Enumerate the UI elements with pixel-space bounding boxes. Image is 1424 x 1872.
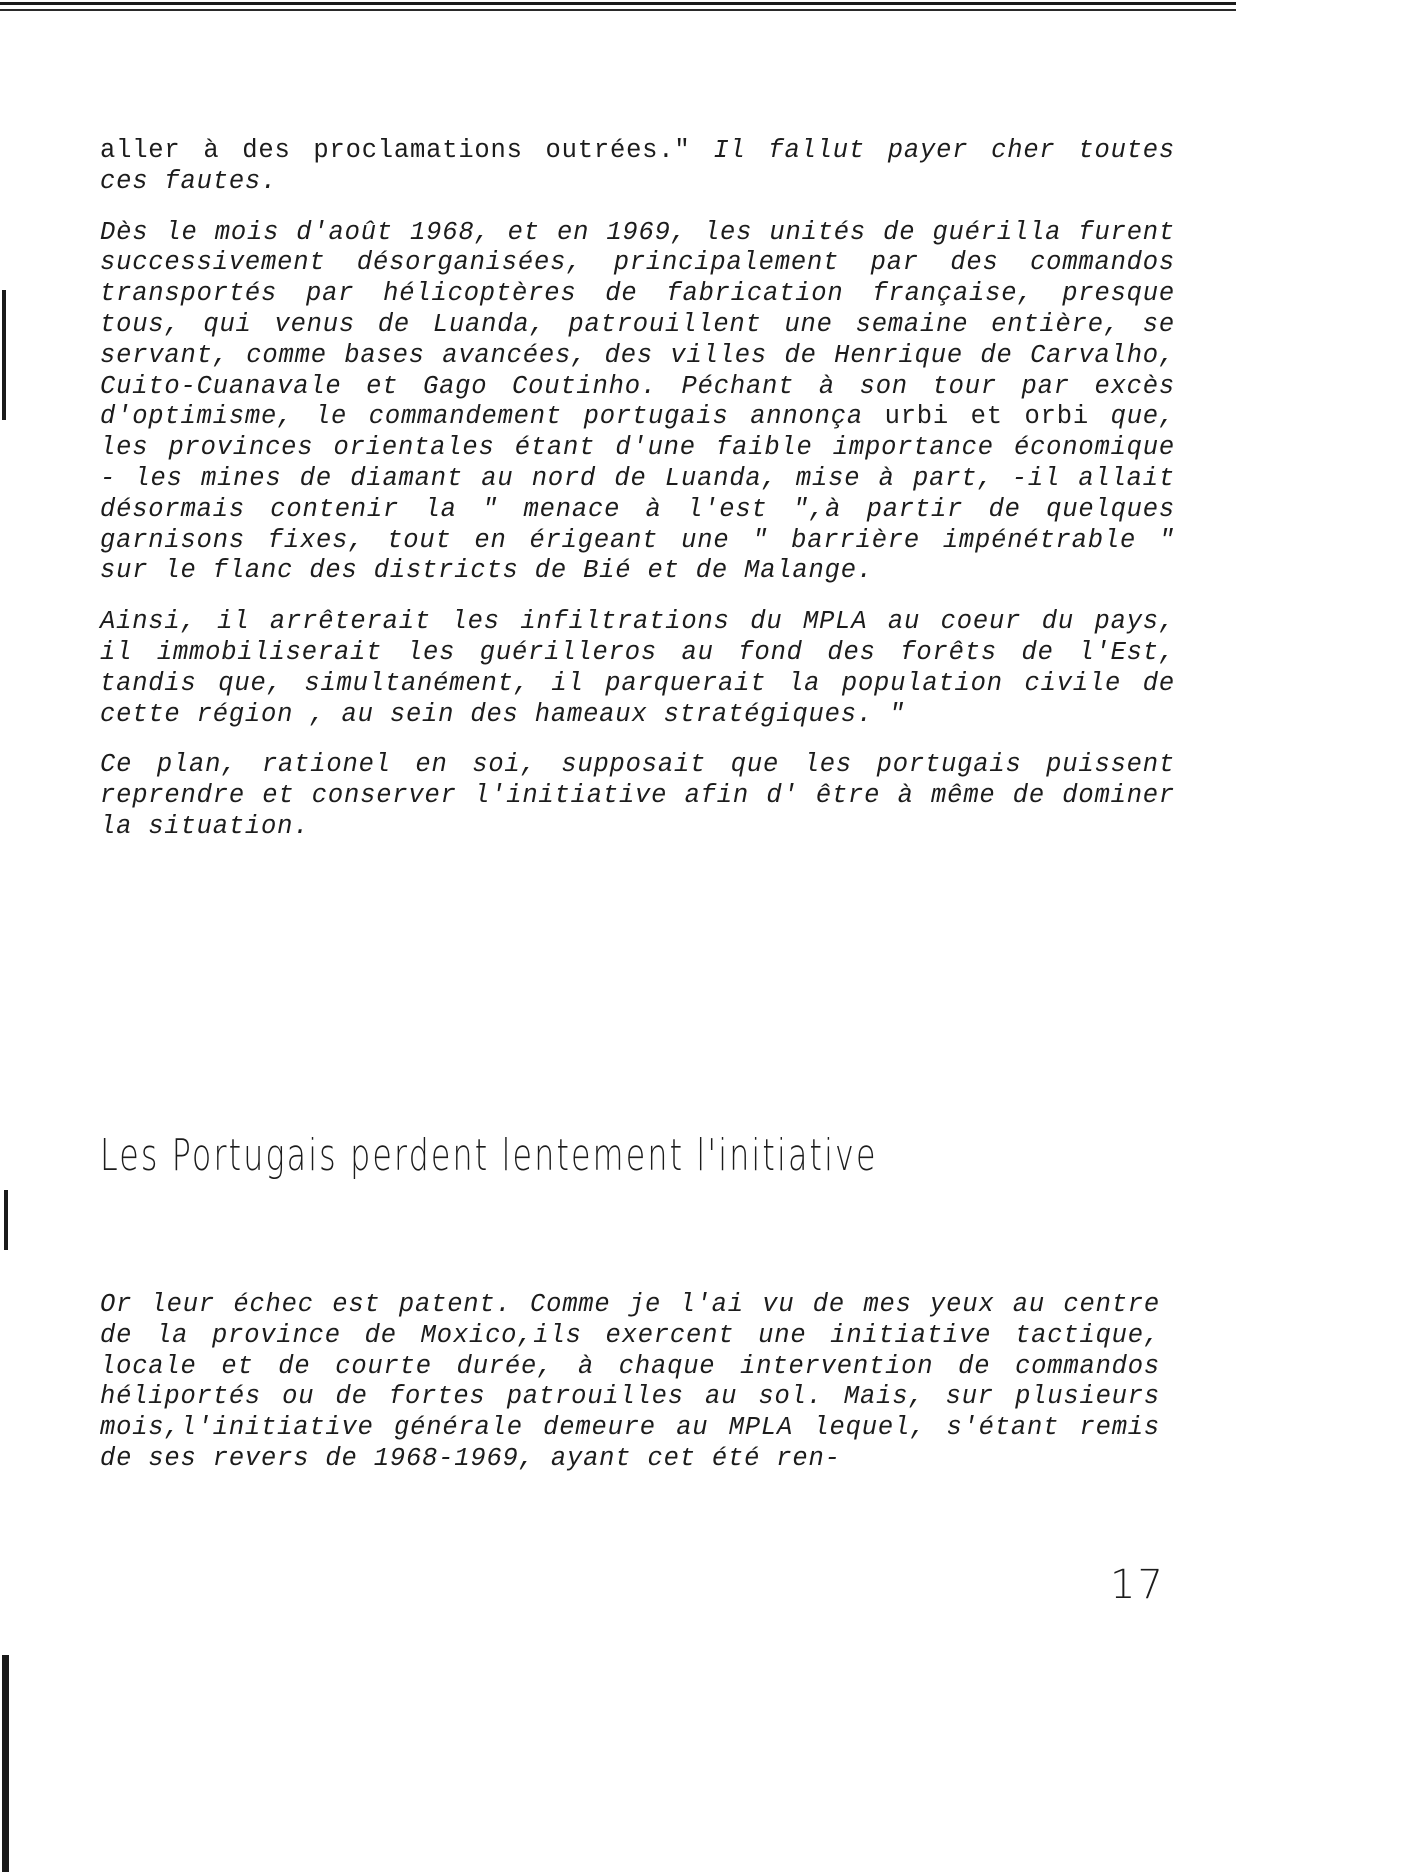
paragraph-text-italic: Ce plan, rationel en soi, supposait que les portugais puissent reprendre et conserver l'initiative afin d' être à même de dominer la situation. xyxy=(100,750,1175,841)
paragraph xyxy=(100,750,1175,842)
page-number: 17 xyxy=(1110,1562,1165,1608)
paragraph-text-italic: que, les provinces orientales étant d'une faible importance économique - les mines de diamant au nord de Luanda, mise à part, -il allait désormais contenir la " menace à l'est ",à partir de quelques garnisons fixes, tout en érigeant une " barrière impénétrable " sur le flanc des districts de Bié et de Malange. xyxy=(100,402,1176,586)
paragraph-text-roman: urbi et orbi xyxy=(884,402,1089,432)
top-border-line-thick xyxy=(0,2,1236,5)
section-heading: Les Portugais perdent lentement l'initiative xyxy=(100,1130,878,1181)
section-heading-wrap xyxy=(100,1130,1180,1181)
scan-edge-mark xyxy=(2,290,6,420)
paragraph xyxy=(100,607,1175,730)
scan-edge-mark xyxy=(4,1190,8,1250)
left-scan-edge xyxy=(0,0,14,1872)
paragraph-group-bottom xyxy=(100,1290,1160,1475)
paragraph-text-italic: Ainsi, il arrêterait les infiltrations du MPLA au coeur du pays, il immobiliserait les guérilleros au fond des forêts de l'Est, tandis que, simultanément, il parquerait la population civile de cette région , au sein des hameaux stratégiques. " xyxy=(100,607,1175,729)
page-body-top xyxy=(100,136,1175,863)
scan-edge-mark xyxy=(2,1655,9,1872)
paragraph-text-roman: aller à des proclamations outrées." xyxy=(100,136,714,165)
paragraph-text-italic: Or leur échec est patent. Comme je l'ai vu de mes yeux au centre de la province de Moxico,ils exercent une initiative tactique, locale et de courte durée, à chaque intervention de commandos héliportés ou de fortes patrouilles au sol. Mais, sur plusieurs mois,l'initiative générale demeure au MPLA lequel, s'étant remis de ses revers de 1968-1969, ayant cet été ren- xyxy=(100,1290,1160,1473)
top-border-rule xyxy=(0,0,1236,14)
paragraph-text-italic: Dès le mois d'août 1968, et en 1969, les unités de guérilla furent successivement désorganisées, principalement par des commandos transportés par hélicoptères de fabrication française, presque tous, qui venus de Luanda, patrouillent une semaine entière, se servant, comme bases avancées, des villes de Henrique de Carvalho, Cuito-Cuanavale et Gago Coutinho. Péchant à son tour par excès d'optimisme, le commandement portugais annonça xyxy=(100,217,1175,432)
paragraph xyxy=(100,218,1175,588)
paragraph-group-top xyxy=(100,136,1175,843)
paragraph xyxy=(100,1290,1160,1475)
page-body-bottom xyxy=(100,1290,1160,1495)
paragraph xyxy=(100,136,1175,198)
top-border-line-thin xyxy=(0,9,1236,11)
paragraph-text-italic: Il fallut payer cher toutes ces fautes. xyxy=(100,136,1175,196)
